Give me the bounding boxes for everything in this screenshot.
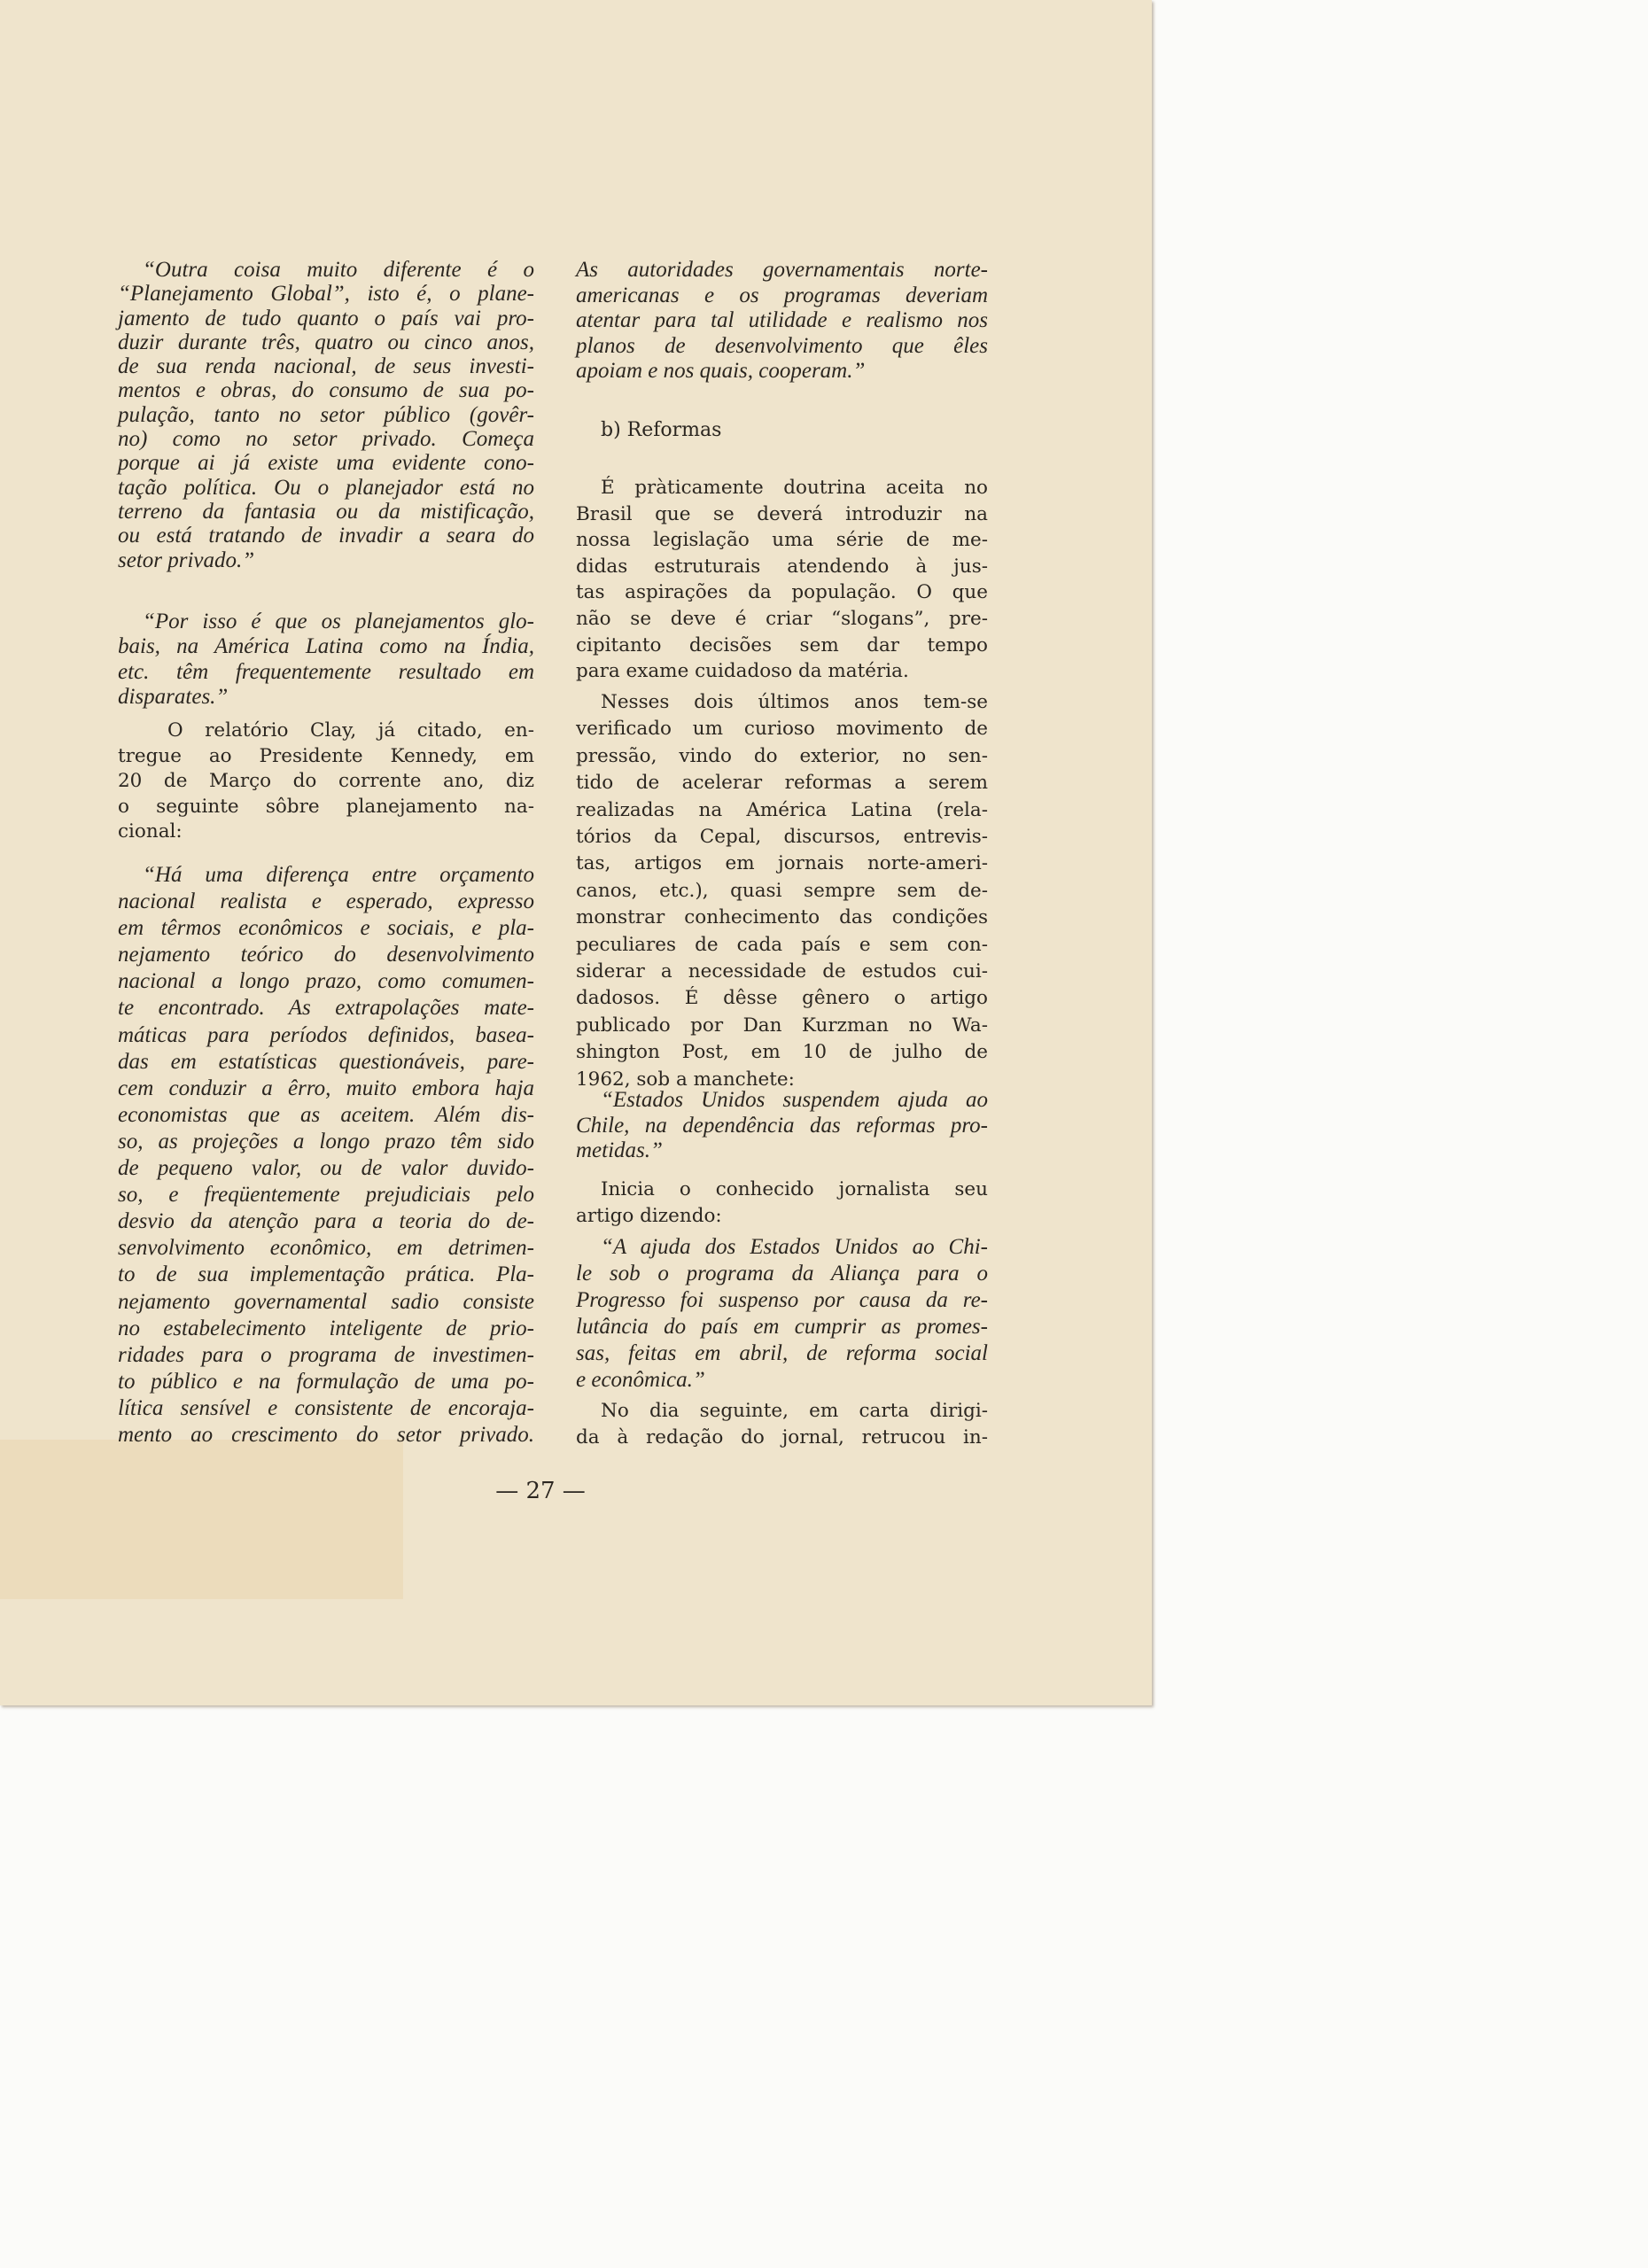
quote-planejamentos-globais [118, 610, 534, 710]
text-line: no estabelecimento inteligente de prio- [118, 1316, 534, 1340]
paragraph-reformas [576, 475, 988, 685]
text-line: to público e na formulação de uma po- [118, 1369, 534, 1394]
paragraph-no-dia-seguinte [576, 1398, 988, 1451]
text-line: no) como no setor privado. Começa [118, 427, 534, 452]
text-line: americanas e os programas deveriam [576, 283, 988, 307]
text-line: o seguinte sôbre planejamento na- [118, 795, 534, 818]
text-line: “A ajuda dos Estados Unidos ao Chi- [601, 1235, 988, 1259]
section-heading [576, 419, 988, 441]
text-line: duzir durante três, quatro ou cinco anos, [118, 330, 534, 354]
text-line: tórios da Cepal, discursos, entrevis- [576, 826, 988, 849]
quote-planejamento-global [118, 258, 534, 572]
text-line: Progresso foi suspenso por causa da re- [576, 1288, 988, 1312]
text-line: shington Post, em 10 de julho de [576, 1041, 988, 1064]
text-line: porque ai já existe uma evidente cono- [118, 451, 534, 476]
text-line: da à redação do jornal, retrucou in- [576, 1426, 988, 1449]
text-line: artigo dizendo: [576, 1205, 722, 1227]
text-line: setor privado.” [118, 548, 255, 572]
text-line: para exame cuidadoso da matéria. [576, 660, 909, 683]
text-line: Inicia o conhecido jornalista seu [601, 1178, 988, 1200]
text-line: tas aspirações da população. O que [576, 581, 988, 604]
quote-ajuda-chile [576, 1234, 988, 1394]
paragraph-inicia [576, 1177, 988, 1230]
text-line: “Por isso é que os planejamentos glo- [143, 610, 534, 633]
text-line: so, e freqüentemente prejudiciais pelo [118, 1183, 534, 1208]
text-line: Chile, na dependência das reformas pro- [576, 1113, 988, 1138]
text-line: peculiares de cada país e sem con- [576, 933, 988, 956]
text-line: desvio da atenção para a teoria do de- [118, 1209, 534, 1234]
text-line: mentos e obras, do consumo de sua po- [118, 378, 534, 403]
text-line: canos, etc.), quasi sempre sem de- [576, 879, 988, 902]
quote-manchete [576, 1088, 988, 1164]
text-line: O relatório Clay, já citado, en- [167, 719, 534, 742]
text-line: pulação, tanto no setor público (govêr- [118, 402, 534, 427]
text-line: nejamento teórico do desenvolvimento [118, 943, 534, 967]
text-line: economistas que as aceitem. Além dis- [118, 1102, 534, 1127]
text-line: de sua renda nacional, de seus investi- [118, 354, 534, 379]
text-line: nejamento governamental sadio consiste [118, 1289, 534, 1314]
text-line: realizadas na América Latina (rela- [576, 798, 988, 821]
text-line: cem conduzir a êrro, muito embora haja [118, 1076, 534, 1100]
text-line: so, as projeções a longo prazo têm sido [118, 1129, 534, 1153]
text-line: atentar para tal utilidade e realismo nos [576, 308, 988, 332]
text-line: terreno da fantasia ou da mistificação, [118, 499, 534, 524]
text-line: nossa legislação uma série de me- [576, 529, 988, 552]
text-line: tação política. Ou o planejador está no [118, 475, 534, 500]
text-line: 20 de Março do corrente ano, diz [118, 770, 534, 793]
text-line: planos de desenvolvimento que êles [576, 333, 988, 358]
text-line: tido de acelerar reformas a serem [576, 772, 988, 795]
text-line: não se deve é criar “slogans”, pre- [576, 607, 988, 630]
page-number: — 27 — [495, 1478, 586, 1504]
text-line: e econômica.” [576, 1368, 705, 1392]
text-line: Nesses dois últimos anos tem-se [601, 691, 988, 713]
text-line: Brasil que se deverá introduzir na [576, 502, 988, 525]
text-line: disparates.” [118, 684, 229, 709]
text-line: jamento de tudo quanto o país vai pro- [118, 306, 534, 330]
text-line: cional: [118, 820, 183, 843]
section-heading-text: b) Reformas [601, 419, 722, 441]
text-line: dadosos. É dêsse gênero o artigo [576, 987, 988, 1010]
text-line: de pequeno valor, ou de valor duvido- [118, 1156, 534, 1181]
text-line: siderar a necessidade de estudos cui- [576, 960, 988, 983]
quote-autoridades [576, 258, 988, 384]
paper-stain [0, 1440, 403, 1599]
text-line: das em estatísticas questionáveis, pare- [118, 1049, 534, 1074]
text-line: “Há uma diferença entre orçamento [143, 863, 534, 887]
paragraph-relatorio-clay [118, 718, 534, 845]
text-line: tas, artigos em jornais norte-ameri- [576, 852, 988, 875]
text-line: lítica sensível e consistente de encoraja- [118, 1395, 534, 1420]
text-line: “Planejamento Global”, isto é, o plane- [118, 282, 534, 307]
text-line: ridades para o programa de investimen- [118, 1342, 534, 1367]
text-line: nacional realista e esperado, expresso [118, 889, 534, 914]
text-line: le sob o programa da Aliança para o [576, 1262, 988, 1285]
text-line: mento ao crescimento do setor privado. [118, 1422, 534, 1447]
text-line: te encontrado. As extrapolações mate- [118, 996, 534, 1021]
text-line: etc. têm frequentemente resultado em [118, 659, 534, 684]
text-line: “Estados Unidos suspendem ajuda ao [601, 1088, 988, 1112]
text-line: tregue ao Presidente Kennedy, em [118, 744, 534, 767]
text-line: No dia seguinte, em carta dirigi- [601, 1400, 988, 1422]
text-line: cipitanto decisões sem dar tempo [576, 633, 988, 656]
text-line: 1962, sob a manchete: [576, 1068, 795, 1091]
text-line: monstrar conhecimento das condições [576, 906, 988, 929]
text-line: lutância do país em cumprir as promes- [576, 1315, 988, 1339]
text-line: publicado por Dan Kurzman no Wa- [576, 1014, 988, 1037]
text-line: em têrmos econômicos e sociais, e pla- [118, 916, 534, 941]
text-line: sas, feitas em abril, de reforma social [576, 1341, 988, 1365]
text-line: É pràticamente doutrina aceita no [601, 477, 988, 499]
quote-relatorio-clay [118, 862, 534, 1449]
text-line: to de sua implementação prática. Pla- [118, 1262, 534, 1287]
text-line: ou está tratando de invadir a seara do [118, 524, 534, 548]
text-line: didas estruturais atendendo à jus- [576, 555, 988, 578]
text-line: senvolvimento econômico, em detrimen- [118, 1236, 534, 1261]
text-line: “Outra coisa muito diferente é o [143, 258, 534, 282]
text-line: verificado um curioso movimento de [576, 718, 988, 741]
text-line: máticas para períodos definidos, basea- [118, 1022, 534, 1047]
text-line: metidas.” [576, 1138, 663, 1162]
text-line: As autoridades governamentais norte- [576, 258, 988, 282]
text-line: bais, na América Latina como na Índia, [118, 634, 534, 659]
text-line: nacional a longo prazo, como comumen- [118, 969, 534, 994]
text-line: pressão, vindo do exterior, no sen- [576, 744, 988, 767]
text-line: apoiam e nos quais, cooperam.” [576, 359, 866, 383]
paragraph-nesses-anos [576, 689, 988, 1093]
